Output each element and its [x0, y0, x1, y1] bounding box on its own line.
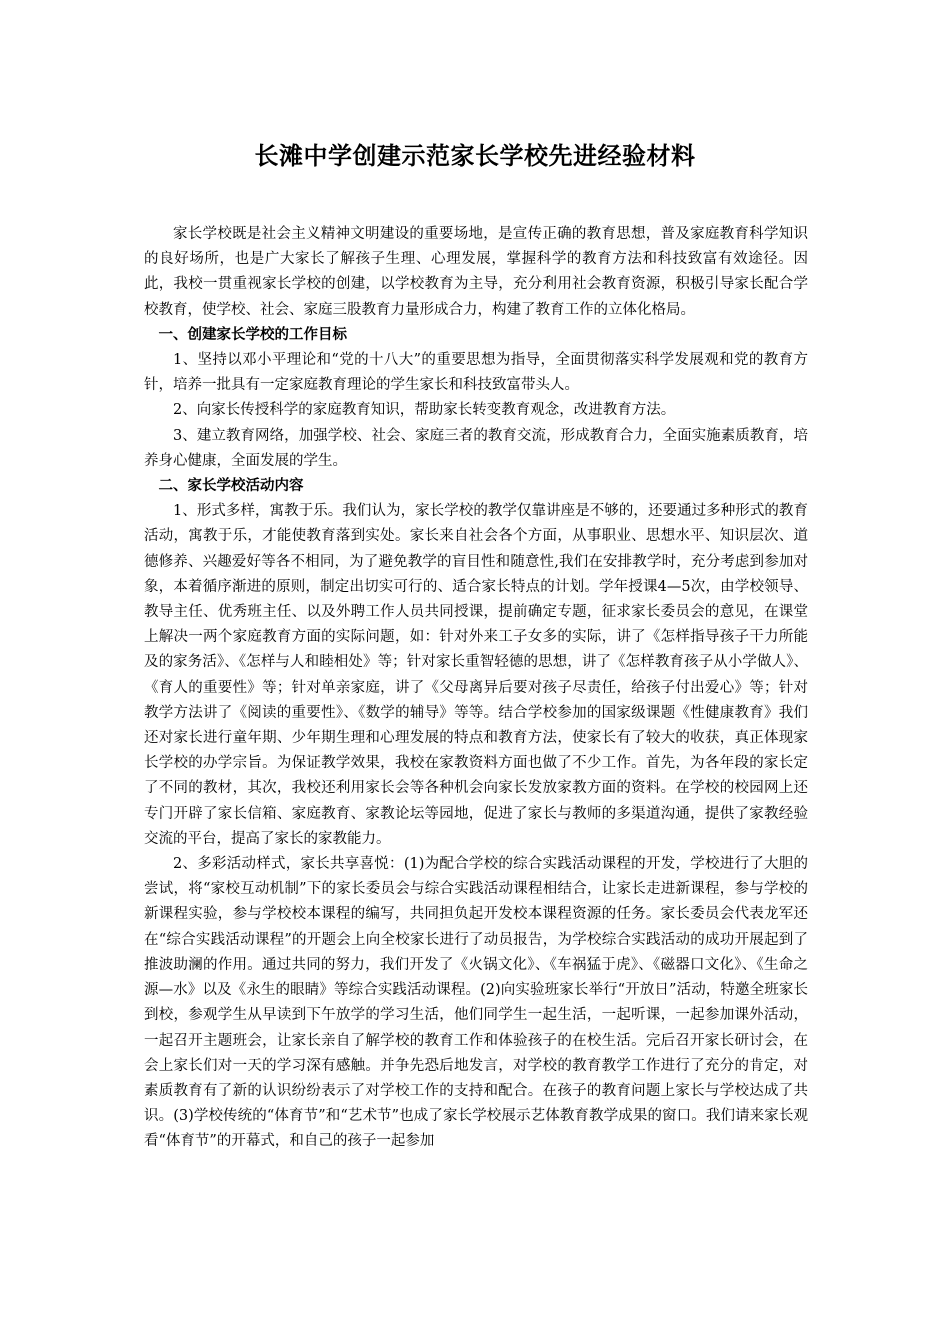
activity-item-1: 1、形式多样，寓教于乐。我们认为，家长学校的教学仅靠讲座是不够的，还要通过多种形式的教育活动，寓教于乐，才能使教育落到实处。家长来自社会各个方面，从事职业、思想水平、知识层次、道德修养、兴趣爱好等各不相同，为了避免教学的盲目性和随意性,我们在安排教学时，充分考虑到参加对象，本着循序渐进的原则，制定出切实可行的、适合家长特点的计划。学年授课4—5次，由学校领导、教导主任、优秀班主任、以及外聘工作人员共同授课，提前确定专题，征求家长委员会的意见，在课堂上解决一两个家庭教育方面的实际问题，如：针对外来工子女多的实际，讲了《怎样指导孩子干力所能及的家务活》、《怎样与人和睦相处》等；针对家长重智轻德的思想，讲了《怎样教育孩子从小学做人》、《育人的重要性》等；针对单亲家庭，讲了《父母离异后要对孩子尽责任，给孩子付出爱心》等；针对教学方法讲了《阅读的重要性》、《数学的辅导》等等。结合学校参加的国家级课题《性健康教育》我们还对家长进行童年期、少年期生理和心理发展的特点和教育方法，使家长有了较大的收获，真正体现家长学校的办学宗旨。为保证教学效果，我校在家教资料方面也做了不少工作。首先，为各年段的家长定了不同的教材，其次，我校还利用家长会等各种机会向家长发放家教方面的资料。在学校的校园网上还专门开辟了家长信箱、家庭教育、家教论坛等园地，促进了家长与教师的多渠道沟通，提供了家教经验交流的平台，提高了家长的家教能力。 [144, 503, 808, 847]
section-heading-goals: 一、创建家长学校的工作目标 [158, 326, 347, 343]
document-title: 长滩中学创建示范家长学校先进经验材料 [254, 142, 696, 170]
goal-item-2: 2、向家长传授科学的家庭教育知识，帮助家长转变教育观念，改进教育方法。 [173, 402, 676, 419]
goal-item-3: 3、建立教育网络，加强学校、社会、家庭三者的教育交流，形成教育合力，全面实施素质教育，培养身心健康，全面发展的学生。 [144, 427, 808, 469]
activity-item-2: 2、多彩活动样式，家长共享喜悦：(1)为配合学校的综合实践活动课程的开发，学校进行了大胆的尝试，将“家校互动机制”下的家长委员会与综合实践活动课程相结合，让家长走进新课程，参与学校的新课程实验，参与学校校本课程的编写，共同担负起开发校本课程资源的任务。家长委员会代表龙军还在“综合实践活动课程”的开题会上向全校家长进行了动员报告，为学校综合实践活动的成功开展起到了推波助澜的作用。通过共同的努力，我们开发了《火锅文化》、《车祸猛于虎》、《磁器口文化》、《生命之源—水》以及《永生的眼睛》等综合实践活动课程。(2)向实验班家长举行“开放日”活动，特邀全班家长到校，参观学生从早读到下午放学的学习生活，他们同学生一起生活，一起听课，一起参加课外活动，一起召开主题班会，让家长亲自了解学校的教育工作和体验孩子的在校生活。完后召开家长研讨会，在会上家长们对一天的学习深有感触。并争先恐后地发言，对学校的教育教学工作进行了充分的肯定，对素质教育有了新的认识纷纷表示了对学校工作的支持和配合。在孩子的教育问题上家长与学校达成了共识。(3)学校传统的“体育节”和“艺术节”也成了家长学校展示艺体教育教学成果的窗口。我们请来家长观看“体育节”的开幕式，和自己的孩子一起参加 [144, 856, 808, 1150]
goal-item-1: 1、坚持以邓小平理论和“党的十八大”的重要思想为指导，全面贯彻落实科学发展观和党的教育方针，培养一批具有一定家庭教育理论的学生家长和科技致富带头人。 [144, 352, 808, 394]
intro-paragraph: 家长学校既是社会主义精神文明建设的重要场地，是宣传正确的教育思想，普及家庭教育科学知识的良好场所，也是广大家长了解孩子生理、心理发展，掌握科学的教育方法和科技致富有效途径。因此，我校一贯重视家长学校的创建，以学校教育为主导，充分利用社会教育资源，积极引导家长配合学校教育，使学校、社会、家庭三股教育力量形成合力，构建了教育工作的立体化格局。 [144, 226, 808, 318]
document-body [144, 222, 808, 1155]
section-heading-activities: 二、家长学校活动内容 [158, 478, 304, 495]
